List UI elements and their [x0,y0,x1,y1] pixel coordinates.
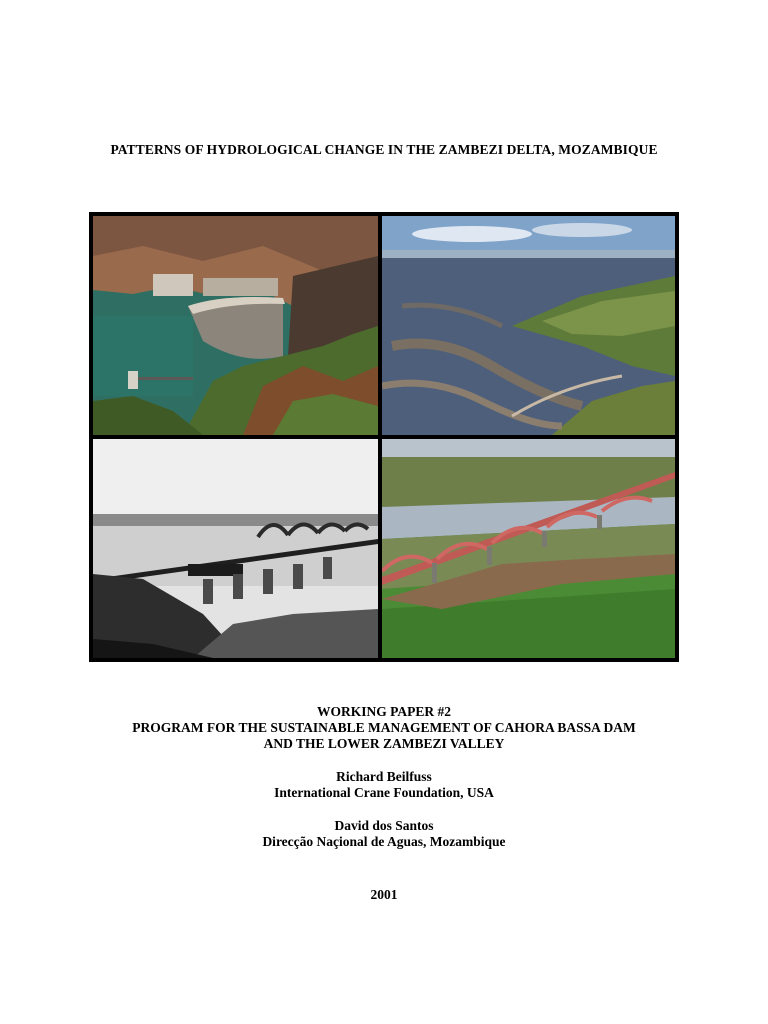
working-paper-number: WORKING PAPER #2 [317,704,451,719]
photo-collage [89,212,679,662]
dam-photo [93,216,378,435]
author-block-2 [0,818,768,850]
publication-year: 2001 [370,887,398,902]
author-block-1 [0,769,768,801]
document-title: PATTERNS OF HYDROLOGICAL CHANGE IN THE ZAMBEZI DELTA, MOZAMBIQUE [110,142,658,157]
working-paper-block [0,704,768,752]
author-name: Richard Beilfuss [336,769,432,784]
author-affiliation: Direcção Naçional de Aguas, Mozambique [262,834,506,849]
program-title-line2: AND THE LOWER ZAMBEZI VALLEY [263,736,505,751]
historic-bridge-photo [93,439,378,658]
program-title-line1: PROGRAM FOR THE SUSTAINABLE MANAGEMENT OF CAHORA BASSA DAM [132,720,636,735]
railway-bridge-photo [382,439,675,658]
author-affiliation: International Crane Foundation, USA [274,785,494,800]
author-name: David dos Santos [334,818,434,833]
delta-aerial-photo [382,216,675,435]
